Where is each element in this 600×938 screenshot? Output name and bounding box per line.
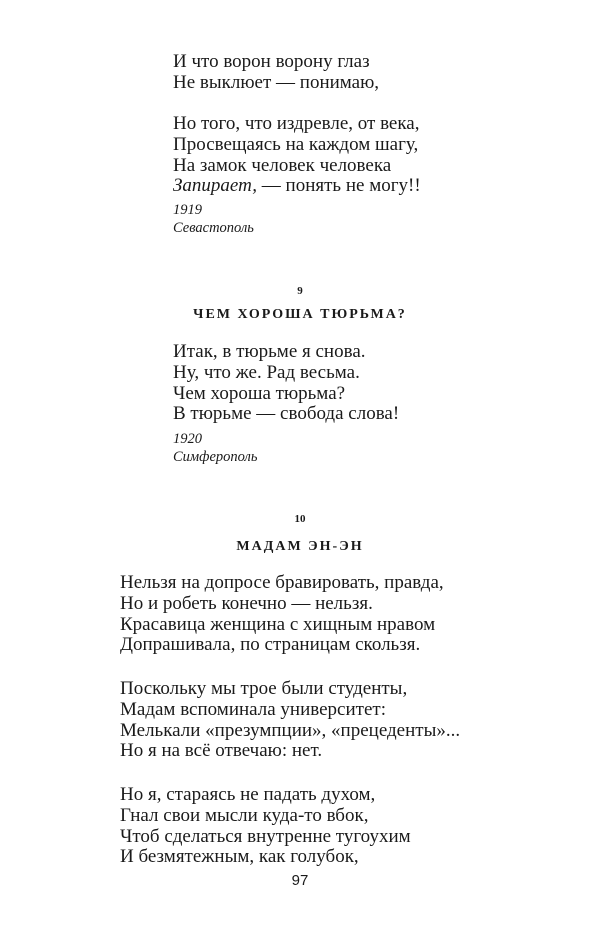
verse-line: Чтоб сделаться внутренне тугоухим [120,825,411,847]
verse-line: Гнал свои мысли куда-то вбок, [120,804,369,826]
poem-stanza [120,573,444,656]
verse-line: В тюрьме — свобода слова! [173,403,400,425]
poem-number: 10 [294,513,306,525]
verse-line: Но я на всё отвечаю: нет. [120,740,323,762]
poem-place: Симферополь [173,448,258,465]
verse-line: Чем хороша тюрьма? [173,382,346,404]
verse-line: Допрашивала, по страницам скользя. [120,634,421,656]
verse-line: Итак, в тюрьме я снова. [173,341,366,362]
verse-line: Поскольку мы трое были студенты, [120,678,408,699]
poem-stanza [173,52,379,94]
poem-place: Севастополь [173,219,254,236]
verse-line: Ну, что же. Рад весьма. [173,361,360,383]
verse-line: Но того, что издревле, от века, [173,113,420,134]
page-number: 97 [291,872,309,889]
verse-line: Не выклюет — понимаю, [173,71,380,93]
verse-line [173,176,421,197]
verse-line: Но я, стараясь не падать духом, [120,784,376,805]
verse-line: Мадам вспоминала университет: [120,698,386,720]
verse-line: Но и робеть конечно — нельзя. [120,592,373,614]
verse-line: Красавица женщина с хищным нравом [120,613,436,635]
poem-dateline [173,202,254,237]
poem-stanza [120,785,411,868]
poem-title: ЧЕМ ХОРОША ТЮРЬМА? [193,307,407,322]
poem-year: 1919 [173,202,202,218]
poem-stanza [120,679,460,762]
verse-line: Мелькали «презумпции», «прецеденты»... [120,719,461,741]
verse-line: И безмятежным, как голубок, [120,846,359,868]
verse-line: И что ворон ворону глаз [173,51,370,72]
poem-title: МАДАМ ЭН-ЭН [236,539,364,554]
poem-number: 9 [297,285,303,297]
verse-line: Нельзя на допросе бравировать, правда, [120,572,444,593]
verse-line: Просвещаясь на каждом шагу, [173,133,419,155]
poem-dateline [173,431,257,466]
italic-word: Запирает, [173,175,258,197]
verse-rest: — понять не могу!! [257,175,421,197]
poem-year: 1920 [173,431,202,447]
poem-stanza [173,114,421,197]
verse-line: На замок человек человека [173,154,392,176]
poem-stanza [173,342,399,425]
